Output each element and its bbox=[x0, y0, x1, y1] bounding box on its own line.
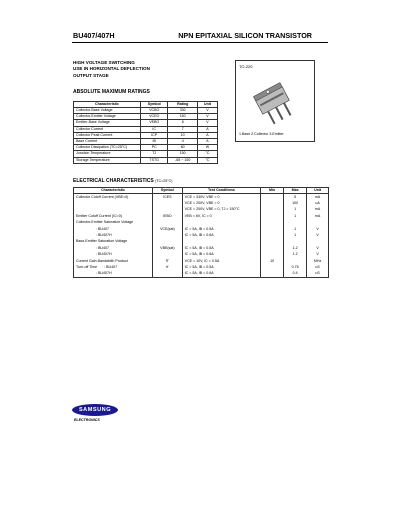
feature-line: HIGH VOLTAGE SWITCHING bbox=[73, 60, 135, 65]
table-cell: IC bbox=[140, 126, 167, 132]
table-cell: Base-Emitter Saturation Voltage bbox=[74, 239, 153, 245]
elec-title-text: ELECTRICAL CHARACTERISTICS bbox=[73, 178, 154, 184]
table-cell: V bbox=[307, 226, 329, 232]
table-cell: IC = 5A, IB = 0.6A bbox=[182, 271, 261, 278]
col-header: Characteristic bbox=[74, 188, 153, 194]
abs-max-table bbox=[73, 101, 218, 164]
table-cell: Collector Current bbox=[74, 126, 141, 132]
feature-line: USE IN HORIZONTAL DEFLECTION bbox=[73, 66, 150, 72]
table-cell: 150 bbox=[168, 114, 198, 120]
page-title: NPN EPITAXIAL SILICON TRANSISTOR bbox=[178, 31, 312, 40]
table-cell: 1 bbox=[284, 207, 307, 213]
table-cell: 60 bbox=[168, 145, 198, 151]
col-header: Unit bbox=[307, 188, 329, 194]
table-cell: 1 bbox=[284, 226, 307, 232]
table-cell: uS bbox=[307, 264, 329, 270]
table-cell: Collector Dissipation (TC=25°C) bbox=[74, 145, 141, 151]
table-cell: Collector-Emitter Voltage bbox=[74, 114, 141, 120]
features bbox=[73, 60, 150, 79]
table-cell: °C bbox=[197, 151, 217, 157]
table-cell: tf bbox=[153, 264, 183, 270]
table-cell: VCE = 200V, VBE = 0, TJ = 150°C bbox=[182, 207, 261, 213]
logo-subtitle: ELECTRONICS bbox=[74, 418, 100, 422]
table-cell: VCE = 330V, VBE = 0 bbox=[182, 194, 261, 201]
table-cell: VCE = 10V, IC = 0.5A bbox=[182, 258, 261, 264]
table-cell: IC = 5A, IB = 0.6A bbox=[182, 252, 261, 258]
transistor-package-icon bbox=[244, 73, 306, 129]
col-header: Symbol bbox=[153, 188, 183, 194]
samsung-logo bbox=[72, 404, 118, 416]
table-cell: Collector-Emitter Saturation Voltage bbox=[74, 220, 153, 226]
table-cell: 1.2 bbox=[284, 252, 307, 258]
table-cell bbox=[153, 271, 183, 278]
table-cell: Emitter Cutoff Current (IC=0) bbox=[74, 213, 153, 219]
col-header: Max bbox=[284, 188, 307, 194]
table-cell: 6 bbox=[168, 120, 198, 126]
col-header: Characteristic bbox=[74, 102, 141, 108]
table-cell: V bbox=[197, 108, 217, 114]
table-cell: W bbox=[197, 145, 217, 151]
table-cell: V bbox=[307, 232, 329, 238]
table-cell: V bbox=[197, 114, 217, 120]
table-cell: 5 bbox=[284, 194, 307, 201]
table-cell: : BU407H bbox=[74, 271, 153, 278]
table-cell: VCEO bbox=[140, 114, 167, 120]
table-cell: mA bbox=[307, 207, 329, 213]
table-cell: ICES bbox=[153, 194, 183, 201]
table-cell: VCBO bbox=[140, 108, 167, 114]
table-cell: 1.2 bbox=[284, 245, 307, 251]
table-cell: : BU407 bbox=[74, 245, 153, 251]
table-cell: PC bbox=[140, 145, 167, 151]
table-cell: mA bbox=[307, 194, 329, 201]
table-cell: A bbox=[197, 138, 217, 144]
table-cell: 100 bbox=[284, 200, 307, 206]
table-cell: Current Gain Bandwidth Product bbox=[74, 258, 153, 264]
table-cell: Base Current bbox=[74, 138, 141, 144]
table-cell: Collector Peak Current bbox=[74, 132, 141, 138]
table-cell: 150 bbox=[168, 151, 198, 157]
feature-line: OUTPUT STAGE bbox=[73, 72, 109, 78]
table-cell bbox=[261, 194, 284, 201]
table-cell: Collector Cutoff Current (VBE=0) bbox=[74, 194, 153, 201]
table-cell: 1 bbox=[284, 232, 307, 238]
col-header: Rating bbox=[168, 102, 198, 108]
table-cell: -65 ~ 150 bbox=[168, 157, 198, 163]
table-cell: V bbox=[307, 245, 329, 251]
table-cell: VEB = 6V, IC = 0 bbox=[182, 213, 261, 219]
package-box bbox=[235, 60, 315, 142]
table-cell: 10 bbox=[261, 258, 284, 264]
table-cell: IEBO bbox=[153, 213, 183, 219]
logo-text: SAMSUNG bbox=[78, 407, 112, 413]
table-cell: : BU407 bbox=[74, 226, 153, 232]
table-cell: fT bbox=[153, 258, 183, 264]
table-row bbox=[74, 194, 329, 201]
package-pins: 1.Base 2.Collector 3.Emitter bbox=[239, 132, 284, 136]
part-number: BU407/407H bbox=[73, 31, 115, 40]
table-cell: IC = 5A, IB = 0.5A bbox=[182, 226, 261, 232]
col-header: Symbol bbox=[140, 102, 167, 108]
table-cell: : BU407H bbox=[74, 252, 153, 258]
elec-table bbox=[73, 187, 329, 278]
table-cell: Junction Temperature bbox=[74, 151, 141, 157]
table-cell: TJ bbox=[140, 151, 167, 157]
table-cell: IC = 5A, IB = 0.5A bbox=[182, 264, 261, 270]
table-cell: Collector-Base Voltage bbox=[74, 108, 141, 114]
table-cell: V bbox=[307, 252, 329, 258]
elec-title bbox=[73, 178, 172, 184]
table-cell: VEBO bbox=[140, 120, 167, 126]
table-cell bbox=[261, 271, 284, 278]
abs-max-title: ABSOLUTE MAXIMUM RATINGS bbox=[73, 89, 150, 95]
table-cell: Storage Temperature bbox=[74, 157, 141, 163]
col-header: Unit bbox=[197, 102, 217, 108]
table-cell: : BU407H bbox=[74, 232, 153, 238]
table-cell: 330 bbox=[168, 108, 198, 114]
table-cell: 10 bbox=[168, 132, 198, 138]
table-cell: A bbox=[197, 126, 217, 132]
col-header: Test Conditions bbox=[182, 188, 261, 194]
table-row bbox=[74, 157, 218, 163]
table-cell: A bbox=[197, 132, 217, 138]
package-label: TO-220 bbox=[239, 64, 253, 69]
header-rule bbox=[72, 42, 328, 43]
table-cell: VBE(sat) bbox=[153, 245, 183, 251]
table-cell: 7 bbox=[168, 126, 198, 132]
table-cell: VCE = 200V, VBE = 0 bbox=[182, 200, 261, 206]
table-cell: IC = 5A, IB = 0.5A bbox=[182, 245, 261, 251]
table-cell: 4 bbox=[168, 138, 198, 144]
table-cell: V bbox=[197, 120, 217, 126]
table-cell: ICP bbox=[140, 132, 167, 138]
table-row bbox=[74, 271, 329, 278]
table-cell: 0.75 bbox=[284, 264, 307, 270]
table-cell: °C bbox=[197, 157, 217, 163]
table-cell: IB bbox=[140, 138, 167, 144]
table-cell: 0.4 bbox=[284, 271, 307, 278]
table-cell: VCE(sat) bbox=[153, 226, 183, 232]
table-cell: 1 bbox=[284, 213, 307, 219]
table-cell: uA bbox=[307, 200, 329, 206]
table-cell: mA bbox=[307, 213, 329, 219]
table-cell: TSTG bbox=[140, 157, 167, 163]
col-header: Min bbox=[261, 188, 284, 194]
table-cell: MHz bbox=[307, 258, 329, 264]
table-cell: Emitter-Base Voltage bbox=[74, 120, 141, 126]
elec-title-cond: (TC=25°C) bbox=[155, 179, 173, 183]
table-cell: uS bbox=[307, 271, 329, 278]
table-cell: Turn-off Time : BU407 bbox=[74, 264, 153, 270]
table-cell: IC = 5A, IB = 0.6A bbox=[182, 232, 261, 238]
